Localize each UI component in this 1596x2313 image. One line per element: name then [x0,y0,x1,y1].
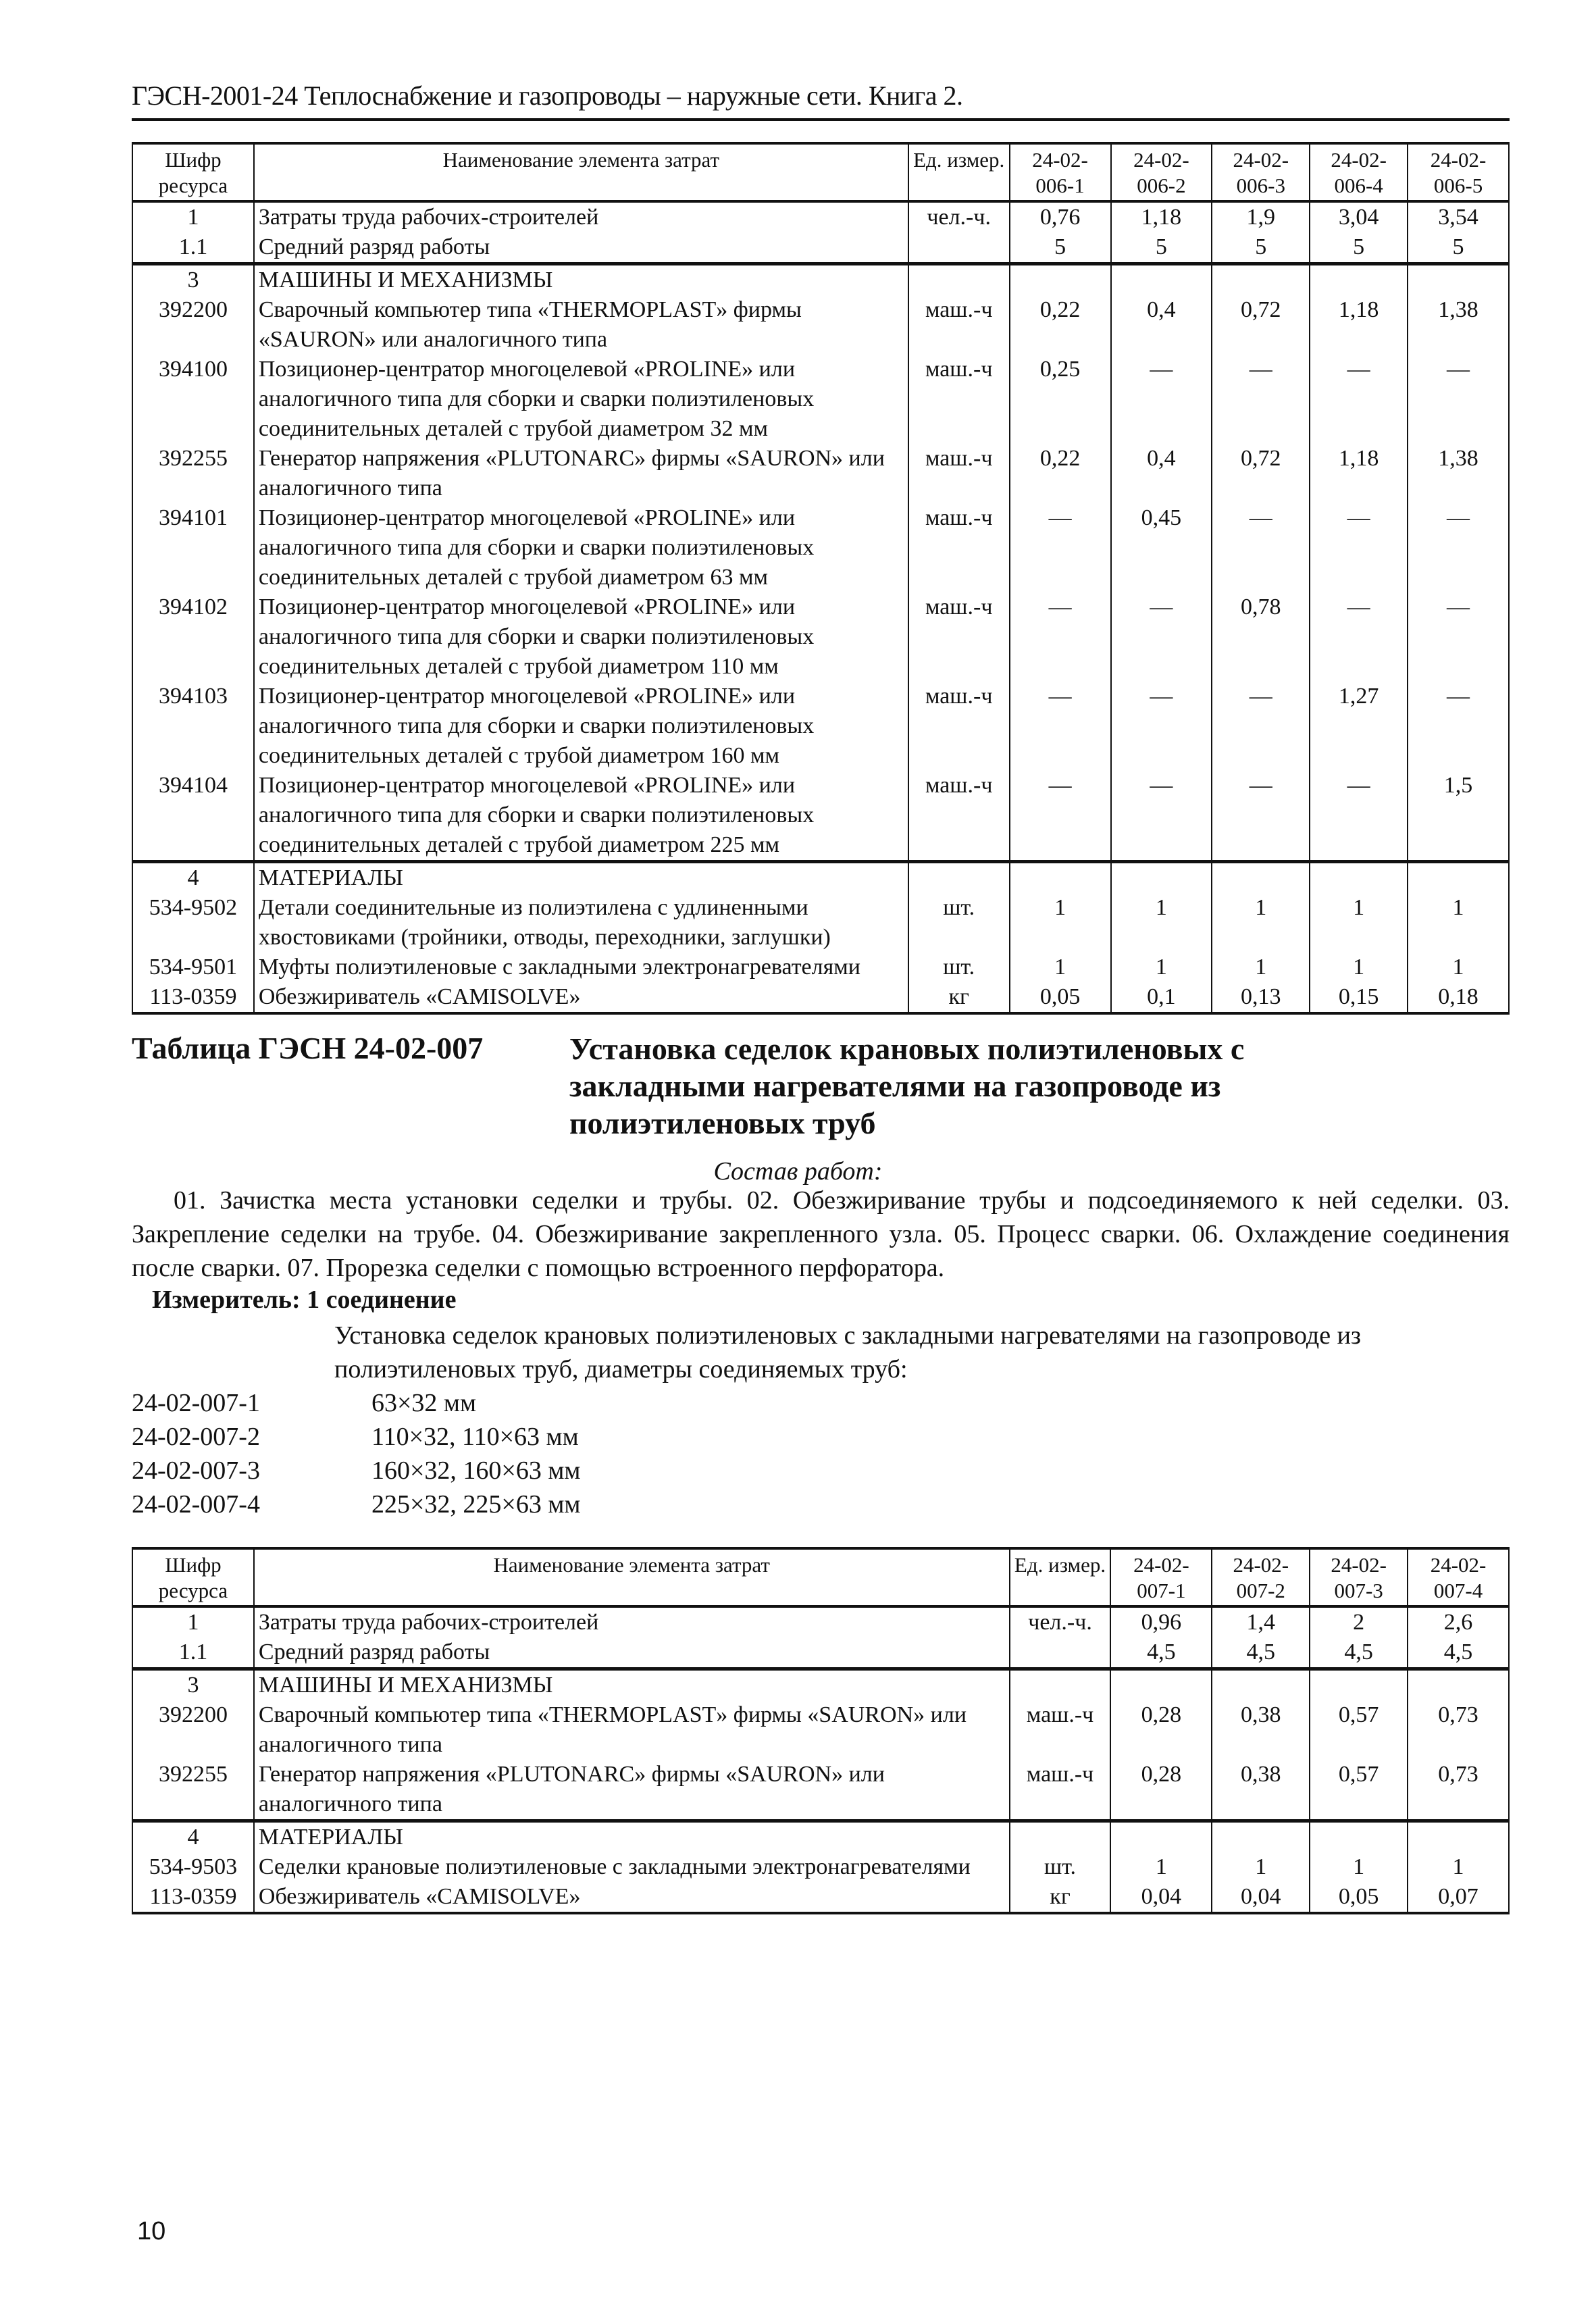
row-value: 0,05 [1310,1882,1408,1913]
table-row [132,444,1509,503]
row-name: Сварочный компьютер типа «THERMOPLAST» фирмы «SAURON» или аналогичного типа [254,295,908,355]
row-value: 0,45 [1111,503,1212,592]
row-value: 1 [1408,1852,1509,1882]
table-row [132,503,1509,592]
header-col: 24-02-006-1 [1010,143,1111,201]
row-value: 1,4 [1212,1606,1310,1637]
row-value: 0,96 [1110,1606,1212,1637]
table-header-row [132,1548,1509,1606]
row-value: 3,04 [1310,201,1408,232]
variant-item [132,1386,580,1420]
row-unit: маш.-ч [1010,1760,1111,1821]
row-unit: маш.-ч [908,355,1010,444]
row-unit: маш.-ч [1010,1700,1111,1760]
row-unit: маш.-ч [908,503,1010,592]
variant-list [132,1386,580,1521]
row-code: 392255 [132,1760,254,1821]
table-label: Таблица ГЭСН 24-02-007 [132,1031,484,1065]
page-header: ГЭСН-2001-24 Теплоснабжение и газопроводы – наружные сети. Книга 2. [132,80,963,111]
variant-code: 24-02-007-3 [132,1456,260,1485]
section-code: 4 [132,862,254,894]
table-row [132,232,1509,264]
row-value: 4,5 [1110,1637,1212,1669]
row-code: 394102 [132,592,254,682]
table-row [132,1760,1509,1821]
row-value: 1 [1010,893,1111,952]
row-name: Позиционер-центратор многоцелевой «PROLINE» или аналогичного типа для сборки и сварки полиэтиленовых соединительных деталей с трубой диаметром 225 мм [254,771,908,862]
row-value: 0,07 [1408,1882,1509,1913]
row-unit [1010,1637,1111,1669]
row-name: Муфты полиэтиленовые с закладными электронагревателями [254,952,908,982]
row-value: — [1010,592,1111,682]
header-code: Шифр ресурса [132,1548,254,1606]
row-value: 0,57 [1310,1760,1408,1821]
row-value: — [1212,682,1310,771]
table-row [132,1606,1509,1637]
row-value: — [1408,682,1509,771]
variant-code: 24-02-007-4 [132,1490,260,1519]
row-unit [908,232,1010,264]
header-col: 24-02-006-3 [1212,143,1310,201]
row-value: 0,57 [1310,1700,1408,1760]
row-name: Средний разряд работы [254,232,908,264]
row-value: 1 [1310,893,1408,952]
row-value: 1 [1212,1852,1310,1882]
variant-desc: 63×32 мм [371,1389,477,1417]
row-value: 1 [1111,893,1212,952]
table-row [132,771,1509,862]
row-value: 0,05 [1010,982,1111,1013]
header-col: 24-02-006-2 [1111,143,1212,201]
row-value: 2,6 [1408,1606,1509,1637]
table-row [132,982,1509,1013]
row-value: — [1212,503,1310,592]
row-value: 0,38 [1212,1760,1310,1821]
variant-code: 24-02-007-1 [132,1389,260,1417]
table-row [132,893,1509,952]
variant-desc: 225×32, 225×63 мм [371,1490,581,1519]
row-name: Позиционер-центратор многоцелевой «PROLINE» или аналогичного типа для сборки и сварки полиэтиленовых соединительных деталей с трубой диаметром 110 мм [254,592,908,682]
row-name: Седелки крановые полиэтиленовые с закладными электронагревателями [254,1852,1010,1882]
row-value: 4,5 [1212,1637,1310,1669]
row-unit: чел.-ч. [1010,1606,1111,1637]
row-value: 1 [1212,893,1310,952]
row-value: — [1111,771,1212,862]
table-row [132,1637,1509,1669]
row-value: 0,72 [1212,295,1310,355]
row-value: — [1111,592,1212,682]
section-title: МАТЕРИАЛЫ [254,862,908,894]
row-value: 5 [1010,232,1111,264]
table-row [132,592,1509,682]
header-col: 24-02-007-3 [1310,1548,1408,1606]
row-value: 0,73 [1408,1700,1509,1760]
row-name: Позиционер-центратор многоцелевой «PROLINE» или аналогичного типа для сборки и сварки полиэтиленовых соединительных деталей с трубой диаметром 160 мм [254,682,908,771]
header-col: 24-02-007-4 [1408,1548,1509,1606]
row-code: 394101 [132,503,254,592]
variant-desc: 160×32, 160×63 мм [371,1456,581,1485]
row-value: 1 [1110,1852,1212,1882]
row-value: 5 [1111,232,1212,264]
row-value: 0,4 [1111,295,1212,355]
table-row [132,1882,1509,1913]
header-unit: Ед. измер. [1010,1548,1111,1606]
row-value: 5 [1408,232,1509,264]
row-value: — [1310,771,1408,862]
row-code: 392200 [132,295,254,355]
row-code: 394100 [132,355,254,444]
header-col: 24-02-007-1 [1110,1548,1212,1606]
row-value: 0,73 [1408,1760,1509,1821]
row-value: — [1408,592,1509,682]
row-code: 392200 [132,1700,254,1760]
row-value: 0,72 [1212,444,1310,503]
row-value: 0,4 [1111,444,1212,503]
row-code: 534-9501 [132,952,254,982]
header-col: 24-02-007-2 [1212,1548,1310,1606]
row-unit: шт. [908,893,1010,952]
header-col: 24-02-006-4 [1310,143,1408,201]
row-unit: маш.-ч [908,444,1010,503]
row-value: 0,1 [1111,982,1212,1013]
row-value: 1,38 [1408,295,1509,355]
row-code: 534-9503 [132,1852,254,1882]
table-row [132,682,1509,771]
row-name: Позиционер-центратор многоцелевой «PROLINE» или аналогичного типа для сборки и сварки полиэтиленовых соединительных деталей с трубой диаметром 63 мм [254,503,908,592]
row-value: 0,18 [1408,982,1509,1013]
row-value: 1,38 [1408,444,1509,503]
row-unit: маш.-ч [908,592,1010,682]
works-title: Состав работ: [713,1157,883,1186]
table-row [132,1700,1509,1760]
row-value: 0,15 [1310,982,1408,1013]
row-value: 5 [1212,232,1310,264]
row-value: 0,04 [1212,1882,1310,1913]
row-value: 0,38 [1212,1700,1310,1760]
row-value: 1,18 [1111,201,1212,232]
row-value: — [1408,503,1509,592]
row-value: — [1212,355,1310,444]
table-header-row [132,143,1509,201]
section-row-machines [132,264,1509,296]
variant-item [132,1420,580,1454]
header-name: Наименование элемента затрат [254,143,908,201]
variant-code: 24-02-007-2 [132,1423,260,1451]
row-value: 0,13 [1212,982,1310,1013]
row-value: 1 [1408,893,1509,952]
resource-table-24-02-007 [132,1547,1510,1914]
resource-table-24-02-006 [132,142,1510,1015]
header-col: 24-02-006-5 [1408,143,1509,201]
row-code: 1 [132,1606,254,1637]
row-code: 1 [132,201,254,232]
row-code: 534-9502 [132,893,254,952]
row-name: Генератор напряжения «PLUTONARC» фирмы «SAURON» или аналогичного типа [254,444,908,503]
variant-desc: 110×32, 110×63 мм [371,1423,579,1451]
row-value: 1 [1310,1852,1408,1882]
row-value: 3,54 [1408,201,1509,232]
row-value: 0,78 [1212,592,1310,682]
header-unit: Ед. измер. [908,143,1010,201]
row-name: Обезжириватель «CAMISOLVE» [254,1882,1010,1913]
row-code: 394103 [132,682,254,771]
row-name: Сварочный компьютер типа «THERMOPLAST» фирмы «SAURON» или аналогичного типа [254,1700,1010,1760]
section-title: МАШИНЫ И МЕХАНИЗМЫ [254,1669,1010,1701]
row-code: 113-0359 [132,1882,254,1913]
table-row [132,1852,1509,1882]
row-value: 5 [1310,232,1408,264]
row-value: — [1111,682,1212,771]
row-unit: шт. [1010,1852,1111,1882]
row-value: 0,04 [1110,1882,1212,1913]
row-value: 0,25 [1010,355,1111,444]
row-code: 1.1 [132,1637,254,1669]
variant-item [132,1488,580,1521]
row-value: 0,22 [1010,444,1111,503]
works-text: 01. Зачистка места установки седелки и трубы. 02. Обезжиривание трубы и подсоединяемого к ней седелки. 03. Закрепление седелки на трубе. 04. Обезжиривание закрепленного узла. 05. Процесс сварки. 06. Охлаждение соединения после сварки. 07. Прорезка седелки с помощью встроенного перфоратора. [132,1186,1510,1282]
row-name: Обезжириватель «CAMISOLVE» [254,982,908,1013]
row-name: Генератор напряжения «PLUTONARC» фирмы «SAURON» или аналогичного типа [254,1760,1010,1821]
row-unit: чел.-ч. [908,201,1010,232]
row-unit: маш.-ч [908,295,1010,355]
row-name: Позиционер-центратор многоцелевой «PROLINE» или аналогичного типа для сборки и сварки полиэтиленовых соединительных деталей с трубой диаметром 32 мм [254,355,908,444]
variant-item [132,1454,580,1488]
section-code: 3 [132,264,254,296]
row-value: 1,18 [1310,295,1408,355]
row-value: 1,5 [1408,771,1509,862]
table-row [132,952,1509,982]
row-value: — [1310,355,1408,444]
row-value: — [1010,503,1111,592]
row-unit: кг [908,982,1010,1013]
header-name: Наименование элемента затрат [254,1548,1010,1606]
row-value: 1 [1111,952,1212,982]
row-name: Средний разряд работы [254,1637,1010,1669]
table-row [132,201,1509,232]
row-code: 1.1 [132,232,254,264]
section-code: 3 [132,1669,254,1701]
section-title: МАТЕРИАЛЫ [254,1821,1010,1853]
row-value: 1 [1310,952,1408,982]
section-code: 4 [132,1821,254,1853]
row-unit: маш.-ч [908,771,1010,862]
section-row-materials [132,1821,1509,1853]
row-value: — [1310,592,1408,682]
row-unit: кг [1010,1882,1111,1913]
row-value: — [1010,682,1111,771]
row-value: — [1010,771,1111,862]
row-value: 4,5 [1408,1637,1509,1669]
row-value: — [1310,503,1408,592]
row-unit: шт. [908,952,1010,982]
row-value: 0,76 [1010,201,1111,232]
row-value: 4,5 [1310,1637,1408,1669]
row-code: 392255 [132,444,254,503]
row-value: 1 [1010,952,1111,982]
table-row [132,295,1509,355]
row-value: 0,28 [1110,1700,1212,1760]
section-row-materials [132,862,1509,894]
row-value: — [1111,355,1212,444]
measure-label: Измеритель: 1 соединение [152,1286,457,1314]
section-row-machines [132,1669,1509,1701]
measure-description: Установка седелок крановых полиэтиленовых с закладными нагревателями на газопроводе из полиэтиленовых труб, диаметры соединяемых труб: [334,1321,1361,1383]
row-code: 113-0359 [132,982,254,1013]
table-row [132,355,1509,444]
row-name: Затраты труда рабочих-строителей [254,1606,1010,1637]
table-caption: Установка седелок крановых полиэтиленовых с закладными нагревателями на газопроводе из полиэтиленовых труб [569,1032,1245,1140]
row-name: Детали соединительные из полиэтилена с удлиненными хвостовиками (тройники, отводы, переходники, заглушки) [254,893,908,952]
header-rule [132,118,1510,121]
row-value: — [1212,771,1310,862]
row-unit: маш.-ч [908,682,1010,771]
row-value: 1 [1212,952,1310,982]
header-code: Шифр ресурса [132,143,254,201]
row-value: 1,9 [1212,201,1310,232]
row-value: 2 [1310,1606,1408,1637]
row-value: 1,27 [1310,682,1408,771]
page-number: 10 [137,2217,166,2245]
row-value: 0,28 [1110,1760,1212,1821]
row-value: 0,22 [1010,295,1111,355]
row-name: Затраты труда рабочих-строителей [254,201,908,232]
section-title: МАШИНЫ И МЕХАНИЗМЫ [254,264,908,296]
row-value: — [1408,355,1509,444]
row-value: 1 [1408,952,1509,982]
row-value: 1,18 [1310,444,1408,503]
row-code: 394104 [132,771,254,862]
